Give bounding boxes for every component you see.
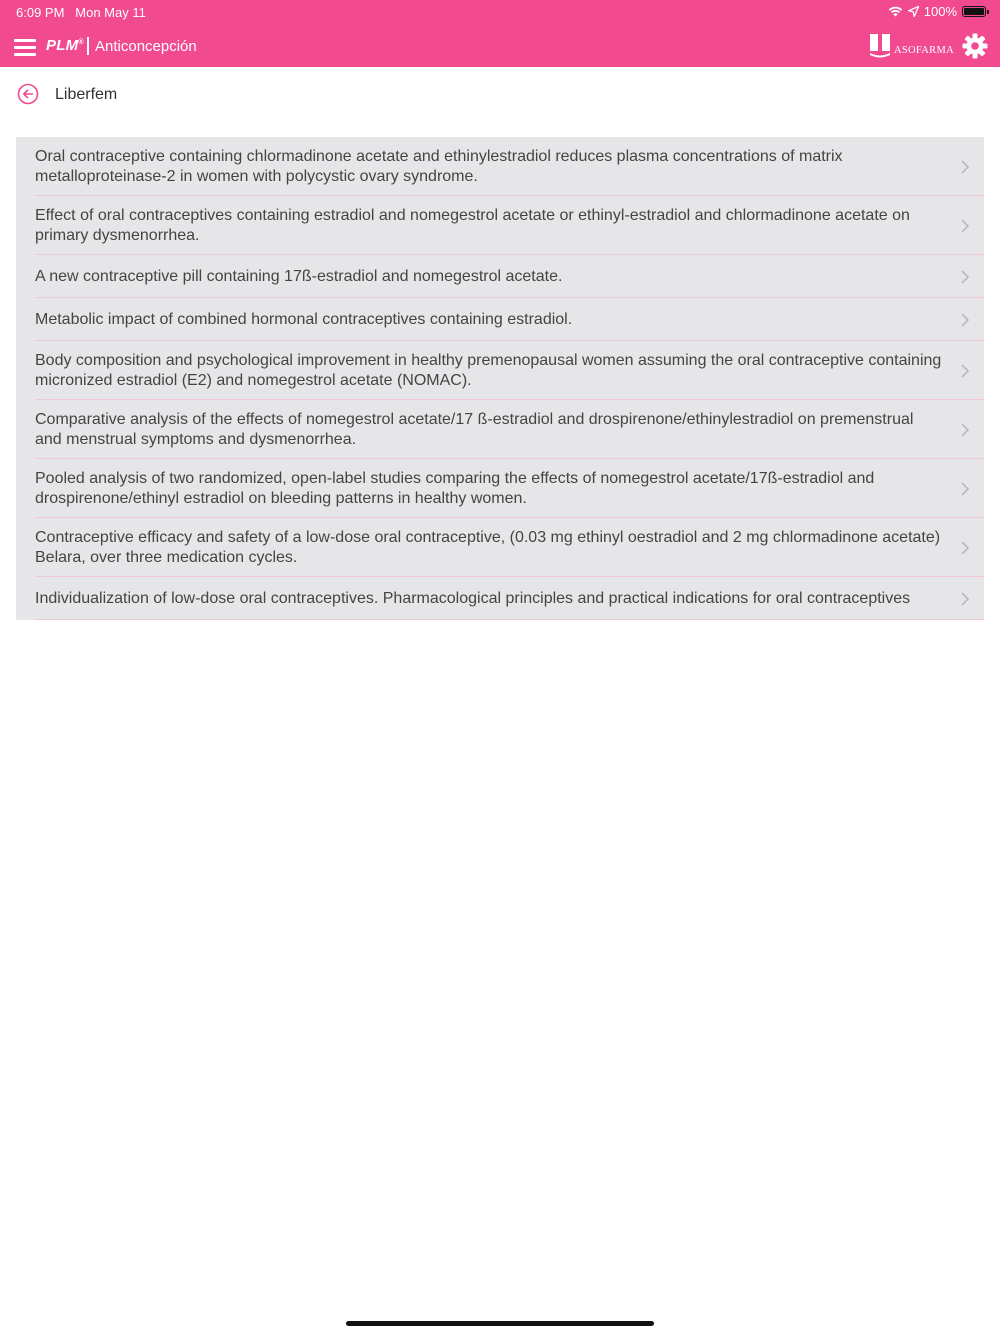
chevron-right-icon — [960, 591, 970, 607]
home-indicator[interactable] — [346, 1321, 654, 1326]
navigation-bar — [0, 30, 1000, 64]
status-indicators — [888, 4, 986, 19]
article-row[interactable] — [16, 341, 984, 400]
article-list — [16, 137, 984, 620]
wifi-icon — [888, 6, 903, 17]
status-clock: 6:09 PM — [16, 5, 65, 20]
settings-gear-icon[interactable] — [961, 32, 989, 60]
article-title: Individualization of low-dose oral contraceptives. Pharmacological principles and practical indications for oral contraceptives — [35, 589, 911, 607]
chevron-right-icon — [960, 159, 970, 175]
article-title: Metabolic impact of combined hormonal contraceptives containing estradiol. — [35, 310, 573, 328]
chevron-right-icon — [960, 481, 970, 497]
article-row[interactable] — [16, 518, 984, 577]
article-title: Contraceptive efficacy and safety of a low-dose oral contraceptive, (0.03 mg ethinyl oestradiol and 2 mg chlormadinone acetate) Belara, over three medication cycles. — [35, 528, 941, 566]
status-date: Mon May 11 — [75, 5, 146, 20]
app-title: Anticoncepción — [95, 38, 197, 55]
chevron-right-icon — [960, 269, 970, 285]
plm-logo: PLM® — [46, 37, 84, 54]
chevron-right-icon — [960, 540, 970, 556]
back-arrow-icon[interactable] — [17, 83, 39, 105]
battery-icon — [962, 6, 986, 17]
article-row[interactable] — [16, 577, 984, 620]
article-row[interactable] — [16, 196, 984, 255]
app-header — [0, 0, 1000, 67]
hamburger-menu-icon[interactable] — [14, 39, 36, 55]
chevron-right-icon — [960, 218, 970, 234]
article-row[interactable] — [16, 400, 984, 459]
article-row[interactable] — [16, 255, 984, 298]
page-title: Liberfem — [55, 86, 118, 103]
article-title: Body composition and psychological improvement in healthy premenopausal women assuming the oral contraceptive containing micronized estradiol (E2) and nomegestrol acetate (NOMAC). — [35, 351, 942, 389]
article-row[interactable] — [16, 137, 984, 196]
article-row[interactable] — [16, 459, 984, 518]
article-title: Effect of oral contraceptives containing estradiol and nomegestrol acetate or ethinyl-estradiol and chlormadinone acetate on primary dysmenorrhea. — [35, 206, 910, 244]
asofarma-logo: ASOFARMA — [869, 34, 954, 58]
logo-divider — [87, 37, 89, 55]
status-time — [16, 5, 146, 20]
chevron-right-icon — [960, 422, 970, 438]
battery-percent: 100% — [923, 4, 957, 19]
article-title: A new contraceptive pill containing 17ß-estradiol and nomegestrol acetate. — [35, 267, 563, 285]
chevron-right-icon — [960, 363, 970, 379]
article-row[interactable] — [16, 298, 984, 341]
article-title: Oral contraceptive containing chlormadinone acetate and ethinylestradiol reduces plasma concentrations of matrix metalloproteinase-2 in women with polycystic ovary syndrome. — [35, 147, 843, 185]
article-title: Pooled analysis of two randomized, open-label studies comparing the effects of nomegestrol acetate/17ß-estradiol and drospirenone/ethinyl estradiol on bleeding patterns in healthy women. — [35, 469, 875, 507]
page-subheader — [0, 67, 1000, 123]
asofarma-mark-icon — [869, 34, 891, 58]
chevron-right-icon — [960, 312, 970, 328]
article-title: Comparative analysis of the effects of nomegestrol acetate/17 ß-estradiol and drospirenone/ethinylestradiol on premenstrual and menstrual symptoms and dysmenorrhea. — [35, 410, 914, 448]
location-arrow-icon — [908, 6, 919, 17]
